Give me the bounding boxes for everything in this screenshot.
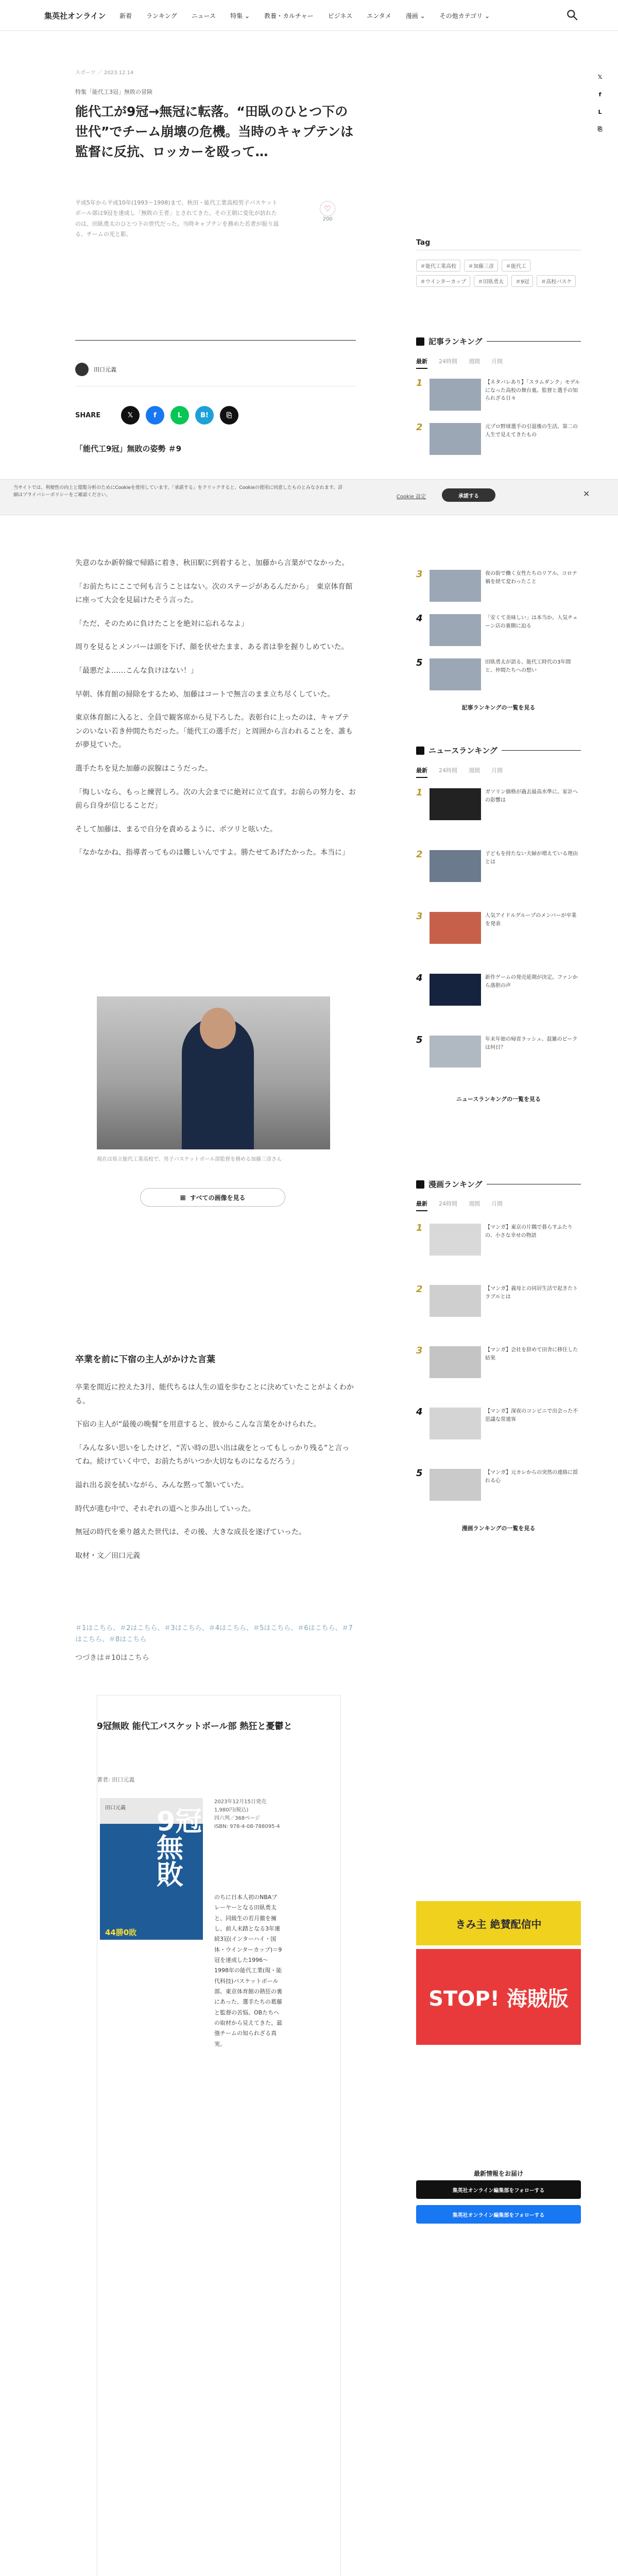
paragraph: 失意のなか新幹線で帰路に着き、秋田駅に到着すると、加藤から言葉がでなかった。 (75, 559, 349, 567)
stop-piracy-banner[interactable]: STOP! 海賊版 (416, 1949, 581, 2045)
paragraph: 東京体育館に入ると、全員で観客席から見下ろした。表彰台に上ったのは、キャプテンのいない若き仲間たちだった。「能代工の選手だ」と周囲から言われることを、誰もが夢見ていた。 (75, 714, 353, 750)
rank-number: 5 (416, 1035, 423, 1045)
tab-latest[interactable]: 最新 (416, 766, 427, 778)
rank-number: 4 (416, 1406, 423, 1417)
manga-thumbnail (430, 1285, 481, 1317)
article-ranking-title: 記事ランキング (428, 337, 483, 346)
manga-title: 【マンガ】東京の片隅で暮らすふたりの、小さな幸せの物語 (485, 1225, 573, 1239)
tab-month[interactable]: 月間 (491, 358, 503, 365)
tag[interactable]: ＃田臥勇太 (474, 275, 508, 287)
main-nav (119, 11, 490, 20)
next-chapter-link[interactable]: つづきは＃10はこちら (75, 1654, 149, 1662)
news-thumbnail (430, 850, 481, 882)
news-thumbnail (430, 912, 481, 944)
nav-ranking[interactable]: ランキング (146, 12, 177, 20)
tag[interactable]: ＃ウインターカップ (416, 275, 470, 287)
series-label[interactable]: 特集「能代工3冠」無敗の冒険 (75, 89, 152, 95)
rank-number: 3 (416, 569, 423, 580)
tag-list (416, 260, 581, 287)
facebook-share-button[interactable]: f (146, 406, 164, 425)
x-share-icon[interactable]: 𝕏 (597, 73, 603, 80)
author-avatar (75, 363, 89, 376)
rank-number: 2 (416, 422, 423, 433)
author-row (75, 363, 116, 376)
tab-latest[interactable]: 最新 (416, 1199, 427, 1211)
follow-facebook-button[interactable]: 集英社オンライン編集部をフォローする (416, 2205, 581, 2224)
tag[interactable]: ＃高校バスケ (537, 275, 576, 287)
news-thumbnail (430, 974, 481, 1006)
news-ranking-title: ニュースランキング (428, 746, 497, 755)
tab-latest[interactable]: 最新 (416, 357, 427, 369)
gallery-button-label: すべての画像を見る (190, 1194, 246, 1201)
like-widget[interactable] (320, 201, 335, 222)
share-label: SHARE (75, 412, 101, 419)
manga-ranking-title: 漫画ランキング (428, 1180, 483, 1189)
tag[interactable]: ＃能代工 (502, 260, 530, 272)
rank-number: 2 (416, 1284, 423, 1295)
tab-24h[interactable]: 24時間 (439, 358, 457, 365)
manga-title: 【マンガ】会社を辞めて田舎に移住した結果 (485, 1347, 578, 1361)
paragraph: 「みんな多い思いをしたけど、“苦い時の思い出は歳をとってもしっかり残る”と言ってね。続けていく中で、お前たちがいつか大切なものになるだろう」 (75, 1444, 350, 1466)
nav-feature[interactable]: 特集 ⌄ (230, 12, 250, 20)
rank-number: 1 (416, 787, 423, 798)
nav-entame[interactable]: エンタメ (367, 12, 391, 20)
nav-manga[interactable]: 漫画 ⌄ (405, 12, 425, 20)
ranking-title: 田臥勇太が語る、能代工時代の3年間と、仲間たちへの想い (485, 659, 571, 673)
ranking-thumbnail (430, 379, 481, 411)
tag[interactable]: ＃加藤三彦 (464, 260, 498, 272)
paragraph: 早朝、体育館の掃除をするため、加藤はコートで無言のまま立ち尽くしていた。 (75, 690, 335, 699)
paragraph: 下宿の主人が“最後の晩餐”を用意すると、彼からこんな言葉をかけられた。 (75, 1420, 321, 1429)
ranking-icon (416, 337, 424, 346)
paragraph: 「最悪だよ……こんな負けはない！」 (75, 666, 198, 675)
rank-number: 5 (416, 657, 423, 668)
book-meta: 2023年12月15日発売 1,980円(税込) 四六判／368ページ ISBN: 978-4-08-788095-4 (214, 1799, 280, 1829)
tab-week[interactable]: 週間 (469, 358, 480, 365)
line-share-button[interactable]: L (170, 406, 189, 425)
ranking-thumbnail (430, 658, 481, 690)
nav-new[interactable]: 新着 (119, 12, 132, 20)
cookie-text: 当サイトでは、利便性の向上と閲覧分析のためにCookieを使用しています。「承諾する」をクリックすると、Cookieの使用に同意したものとみなされます。詳細はプライバシーポリシーをご確認ください。 (13, 485, 343, 498)
news-title: 新作ゲームの発売延期が決定。ファンから落胆の声 (485, 975, 578, 989)
title-divider (75, 340, 356, 341)
cover-subtitle: 44勝0敗 (105, 1928, 137, 1937)
article-body-2 (75, 1381, 356, 1572)
nav-others[interactable]: その他カテゴリ ⌄ (439, 12, 490, 20)
book-cover[interactable] (100, 1798, 203, 1940)
news-ranking-tabs (416, 766, 581, 778)
section-title: 「能代工9冠」無敗の姿勢 ＃9 (75, 444, 182, 453)
rank-number: 3 (416, 1345, 423, 1356)
tag[interactable]: ＃9冠 (511, 275, 533, 287)
rank-number: 3 (416, 911, 423, 922)
manga-ranking-tabs (416, 1199, 581, 1211)
tab-24h[interactable]: 24時間 (439, 767, 457, 774)
paragraph: 「お前たちにここで何も言うことはない。次のステージがあるんだから」 東京体育館に座って大会を見届けたそう言った。 (75, 582, 353, 605)
cover-author: 田口元義 (105, 1805, 126, 1811)
manga-item[interactable] (416, 1346, 581, 1384)
manga-thumbnail (430, 1346, 481, 1378)
article-title: 能代工が9冠→無冠に転落。“田臥のひとつ下の世代”でチーム崩壊の危機。当時のキャプテンは監督に反抗、ロッカーを殴って… (75, 104, 354, 159)
manga-item[interactable] (416, 1285, 581, 1323)
heart-icon[interactable]: ♡ (320, 201, 335, 216)
author-name[interactable]: 田口元義 (94, 366, 116, 373)
news-item[interactable] (416, 850, 581, 888)
manga-ranking-more-link[interactable]: 漫画ランキングの一覧を見る (461, 1525, 536, 1532)
paragraph: そして加藤は、まるで自分を責めるように、ポツリと呟いた。 (75, 825, 277, 834)
book-title[interactable]: 9冠無敗 能代工バスケットボール部 熱狂と憂鬱と (97, 1721, 293, 1732)
paragraph: 無冠の時代を乗り越えた世代は、その後、大きな成長を遂げていった。 (75, 1528, 306, 1537)
rank-number: 1 (416, 1223, 423, 1233)
copy-link-button[interactable]: ⎘ (220, 406, 238, 425)
cookie-banner (0, 479, 618, 515)
manga-icon (416, 1180, 424, 1189)
news-ranking-head (416, 745, 581, 756)
facebook-share-icon[interactable]: f (598, 91, 602, 98)
news-item[interactable] (416, 788, 581, 826)
ranking-item[interactable] (416, 379, 581, 417)
photo-caption: 現在は県立能代工業高校で、男子バスケットボール部監督を務める加藤三彦さん (97, 1157, 282, 1162)
paragraph: 選手たちを見た加藤の涙腺はこうだった。 (75, 764, 212, 773)
gallery-button[interactable] (140, 1188, 285, 1207)
paragraph: 溢れ出る涙を拭いながら、みんな黙って頷いていた。 (75, 1481, 248, 1489)
manga-item[interactable] (416, 1408, 581, 1446)
like-count: 200 (322, 216, 333, 222)
ranking-item[interactable] (416, 614, 581, 652)
chapter-links[interactable]: ＃1はこちら、＃2はこちら、＃3はこちら、＃4はこちら、＃5はこちら、＃6はこちら、＃7はこちら、＃8はこちら (75, 1624, 353, 1644)
link-copy-icon[interactable]: ⎘ (597, 126, 603, 132)
paragraph: 「ただ、そのために負けたことを絶対に忘れるなよ」 (75, 619, 248, 628)
tab-week[interactable]: 週間 (469, 1200, 480, 1207)
cookie-settings-link[interactable]: Cookie 設定 (397, 494, 426, 500)
ranking-title: 「安くて美味しい」は本当か。人気チェーン店の裏側に迫る (485, 615, 578, 629)
article-ranking-tabs (416, 357, 581, 369)
book-description: のちに日本人初のNBAプレーヤーとなる田臥勇太と、同級生の若月徹を擁し、前人未踏となる3年連続3冠(インターハイ・国体・ウインターカップ)＝9冠を達成した1996〜1998年の能代工業(現・能代科技)バスケットボール部。東京体育館の熱狂の裏にあった、選手たちの葛藤と監督の苦悩。OBたちへの取材から見えてきた、最強チームの知られざる真実。 (214, 1894, 282, 2047)
news-title: 年末年始の帰省ラッシュ、混雑のピークは何日？ (485, 1037, 578, 1050)
news-item[interactable] (416, 1036, 581, 1074)
gallery-icon: ▦ (180, 1194, 186, 1201)
ranking-item[interactable] (416, 658, 581, 697)
news-thumbnail (430, 788, 481, 820)
breadcrumb: スポーツ ／ 2023.12.14 (75, 70, 134, 76)
section-title-2: 卒業を前に下宿の主人がかけた言葉 (75, 1354, 215, 1365)
ranking-title: 元プロ野球選手の引退後の生活。第二の人生で見えてきたもの (485, 424, 578, 438)
rank-number: 2 (416, 849, 423, 860)
heading-rule (502, 750, 581, 751)
news-item[interactable] (416, 974, 581, 1012)
manga-title: 【マンガ】義母との同居生活で起きたトラブルとは (485, 1286, 578, 1300)
hatena-share-button[interactable]: B! (195, 406, 214, 425)
floating-share-bar (595, 72, 605, 134)
search-icon[interactable] (565, 8, 579, 22)
manga-thumbnail (430, 1224, 481, 1256)
tab-month[interactable]: 月間 (491, 767, 503, 774)
paragraph: 時代が進む中で、それぞれの道へと歩み出していった。 (75, 1504, 255, 1513)
article-photo[interactable] (97, 996, 330, 1149)
manga-title: 【マンガ】深夜のコンビニで出会った不思議な常連客 (485, 1409, 578, 1422)
ranking-thumbnail (430, 614, 481, 646)
site-logo[interactable]: 集英社オンライン (44, 11, 106, 21)
nav-culture[interactable]: 教養・カルチャー (264, 12, 314, 20)
follow-title: 最新情報をお届け (473, 2170, 523, 2177)
paragraph: 卒業を間近に控えた3月、能代ちるは人生の道を歩むことに決めていたことがよくわかる。 (75, 1383, 354, 1405)
tab-week[interactable]: 週間 (469, 767, 480, 774)
book-author: 著者: 田口元義 (97, 1776, 135, 1783)
manga-item[interactable] (416, 1224, 581, 1262)
paragraph: 「なかなかね、指導者ってものは難しいんですよ。勝たせてあげたかった。本当に」 (75, 849, 349, 857)
tag-title: Tag (416, 239, 431, 247)
rank-number: 4 (416, 973, 423, 984)
news-title: 子どもを持たない夫婦が増えている理由とは (485, 851, 578, 865)
rank-number: 1 (416, 378, 423, 388)
nav-business[interactable]: ビジネス (328, 12, 353, 20)
line-share-icon[interactable]: L (598, 108, 602, 115)
news-item[interactable] (416, 912, 581, 950)
paragraph: 周りを見るとメンバーは頭を下げ、顔を伏せたまま、ある者は拳を握りしめていた。 (75, 643, 349, 652)
ranking-item[interactable] (416, 570, 581, 608)
news-ranking-more-link[interactable]: ニュースランキングの一覧を見る (456, 1096, 541, 1103)
close-icon[interactable]: ✕ (583, 489, 590, 499)
ranking-thumbnail (430, 423, 481, 455)
ranking-thumbnail (430, 570, 481, 602)
ranking-title: 【ネタバレあり】「スラムダンク」モデルになった高校の舞台裏。監督と選手の知られざる日々 (485, 380, 580, 401)
x-share-button[interactable]: 𝕏 (121, 406, 140, 425)
cover-title: 9冠無敗 (157, 1806, 202, 1891)
manga-ranking-head (416, 1179, 581, 1190)
article-body (75, 556, 356, 870)
article-ranking-more-link[interactable]: 記事ランキングの一覧を見る (461, 704, 536, 711)
article-lead: 平成5年から平成10年(1993〜1998)まで、秋田・能代工業高校男子バスケットボール部は9冠を達成し「無敗の王者」とされてきた。その王朝に変化が訪れたのは、田臥勇太のひとつ下の世代だった。当時キャプテンを務めた若者が振り返る、チームの光と影。 (75, 199, 279, 238)
share-buttons (121, 406, 238, 425)
news-title: 人気アイドルグループのメンバーが卒業を発表 (485, 913, 577, 927)
tab-month[interactable]: 月間 (491, 1200, 503, 1207)
paragraph: 「悔しいなら、もっと練習しろ。次の大会までに絶対に立て直す。お前らの努力を、お前ら自身が信じることだ」 (75, 788, 356, 810)
site-header (0, 0, 618, 31)
follow-x-button[interactable]: 集英社オンライン編集部をフォローする (416, 2180, 581, 2199)
rank-number: 5 (416, 1468, 423, 1479)
ranking-title: 夜の街で働く女性たちのリアル。コロナ禍を経て変わったこと (485, 571, 577, 585)
news-icon (416, 747, 424, 755)
photo-person-head (200, 1008, 236, 1049)
news-thumbnail (430, 1036, 481, 1067)
cookie-accept-button[interactable]: 承諾する (442, 488, 495, 502)
ranking-item[interactable] (416, 423, 581, 461)
manga-thumbnail (430, 1469, 481, 1501)
news-title: ガソリン価格が過去最高水準に。家計への影響は (485, 789, 578, 803)
tab-24h[interactable]: 24時間 (439, 1200, 457, 1207)
nav-news[interactable]: ニュース (191, 12, 216, 20)
tag[interactable]: ＃能代工業高校 (416, 260, 460, 272)
heading-rule (487, 341, 581, 342)
manga-title: 【マンガ】元カレからの突然の連絡に揺れる心 (485, 1470, 578, 1484)
manga-item[interactable] (416, 1469, 581, 1507)
paragraph: 取材・文／田口元義 (75, 1551, 140, 1560)
manga-thumbnail (430, 1408, 481, 1439)
article-ranking-head (416, 336, 581, 347)
rank-number: 4 (416, 613, 423, 624)
promo-banner[interactable]: きみ主 絶賛配信中 (416, 1901, 581, 1945)
